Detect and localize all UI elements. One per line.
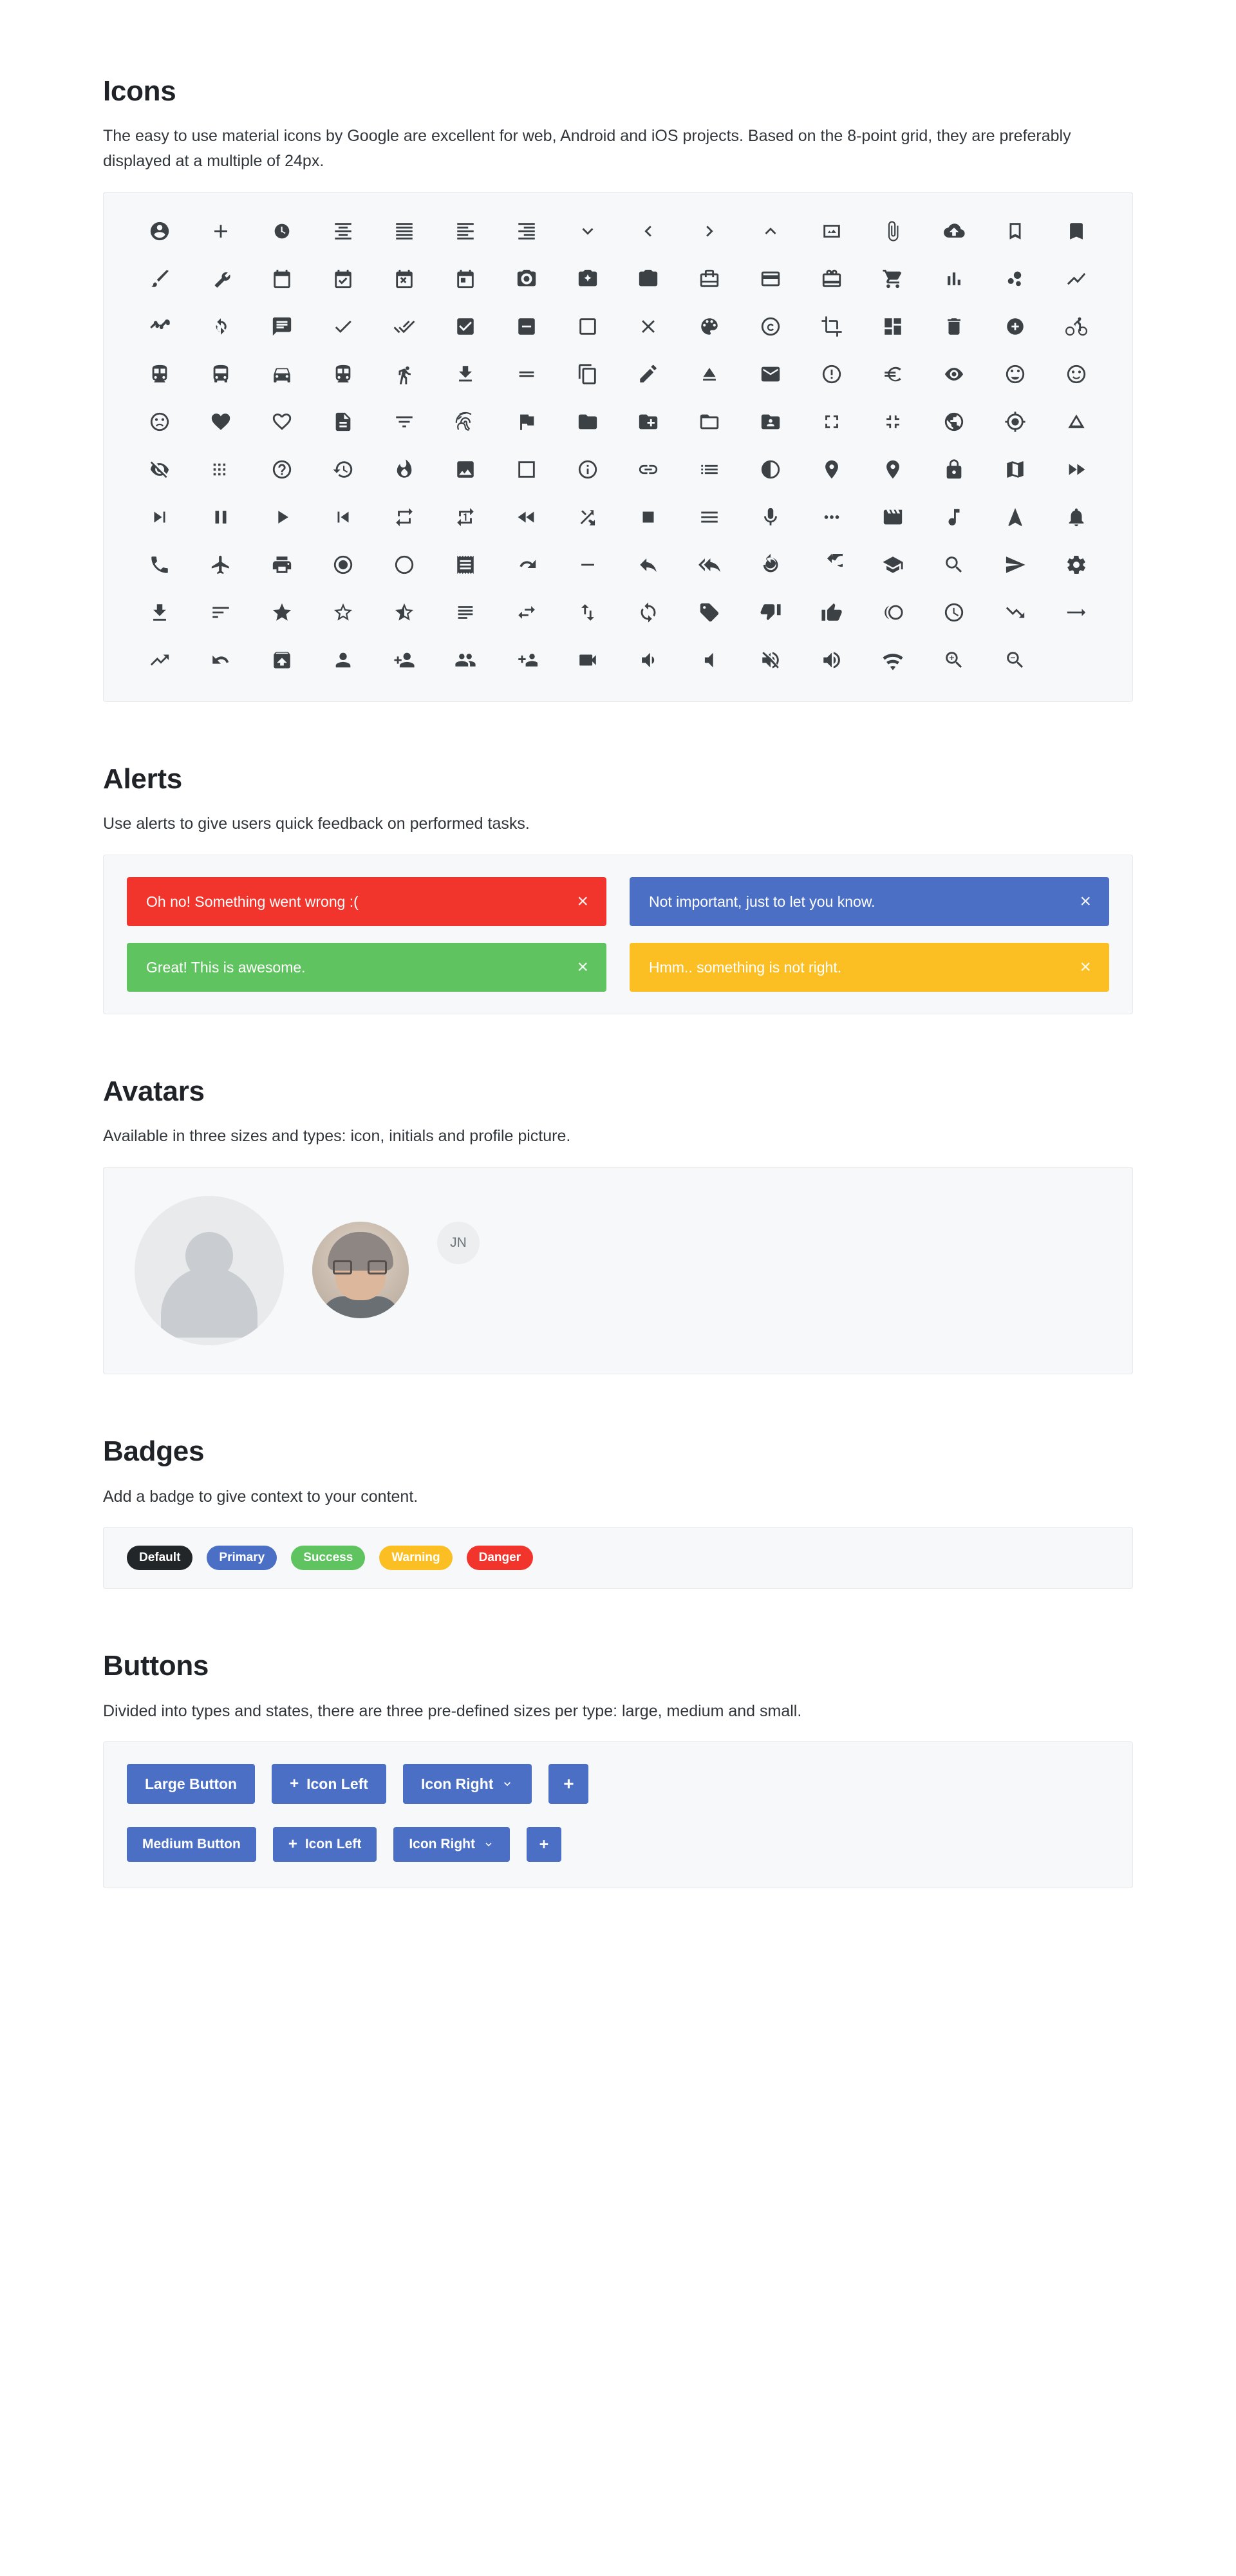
indeterminate-check-box-icon[interactable] [511,311,542,342]
avatar-initials: JN [437,1222,480,1264]
thumb-up-icon[interactable] [816,597,847,628]
file-download-icon[interactable] [450,359,481,390]
medium-plus-button[interactable] [527,1827,561,1862]
color-lens-icon[interactable] [694,311,725,342]
large-icon-left-button[interactable] [272,1764,386,1804]
unarchive-icon[interactable] [267,645,297,676]
alert-success-close-icon[interactable]: × [577,956,588,978]
stop-icon[interactable] [633,502,664,533]
file-copy-icon[interactable] [572,359,603,390]
large-button[interactable]: Large Button [127,1764,255,1804]
euro-symbol-icon[interactable] [877,359,908,390]
map-icon[interactable] [1000,454,1031,485]
zoom-out-icon[interactable] [1000,645,1031,676]
large-plus-button[interactable] [548,1764,588,1804]
shuffle-icon[interactable] [572,502,603,533]
contacts-folder-icon[interactable] [755,406,786,437]
build-wrench-icon[interactable] [205,263,236,294]
movie-icon[interactable] [877,502,908,533]
sentiment-dissatisfied-icon[interactable] [144,406,175,437]
drag-handle-icon[interactable] [511,359,542,390]
sentiment-satisfied-icon[interactable] [1061,359,1092,390]
notifications-icon[interactable] [1061,502,1092,533]
volume-mute-icon[interactable] [694,645,725,676]
subject-icon[interactable] [450,597,481,628]
badges-section [103,1436,1133,1589]
error-outline-icon[interactable] [816,359,847,390]
close-icon[interactable] [633,311,664,342]
plus-icon: + [539,1835,549,1853]
alerts-panel [103,855,1133,1014]
buttons-title: Buttons [103,1650,209,1682]
expand-more-icon[interactable] [572,216,603,247]
badge-success: Success [291,1546,365,1570]
bubble-chart-icon[interactable] [1000,263,1031,294]
alert-danger-text: Oh no! Something went wrong :( [146,893,359,910]
rotate-right-icon[interactable] [816,549,847,580]
chevron-left-icon[interactable] [633,216,664,247]
chevron-down-icon [483,1839,494,1850]
fast-forward-icon[interactable] [1061,454,1092,485]
image-icon[interactable] [450,454,481,485]
star-half-icon[interactable] [389,597,420,628]
buttons-row-large [127,1764,1109,1804]
card-giftcard-icon[interactable] [816,263,847,294]
filter-list-icon[interactable] [389,406,420,437]
swap-vert-icon[interactable] [572,597,603,628]
videocam-icon[interactable] [572,645,603,676]
volume-off-icon[interactable] [755,645,786,676]
timeline-icon[interactable] [144,311,175,342]
settings-icon[interactable] [1061,549,1092,580]
buttons-panel [103,1741,1133,1888]
event-available-icon[interactable] [328,263,359,294]
avatars-description: Available in three sizes and types: icon, initials and profile picture. [103,1127,571,1146]
person-add-icon[interactable] [389,645,420,676]
folder-open-icon[interactable] [694,406,725,437]
zoom-in-icon[interactable] [939,645,969,676]
search-icon[interactable] [939,549,969,580]
pause-icon[interactable] [205,502,236,533]
apps-icon[interactable] [205,454,236,485]
trending-flat-icon[interactable] [1061,597,1092,628]
crop-din-icon[interactable] [511,454,542,485]
folder-icon[interactable] [572,406,603,437]
brush-icon[interactable] [144,263,175,294]
date-range-icon[interactable] [450,263,481,294]
repeat-icon[interactable] [389,502,420,533]
radio-button-unchecked-icon[interactable] [389,549,420,580]
favorite-icon[interactable] [205,406,236,437]
redo-icon[interactable] [511,549,542,580]
reply-all-icon[interactable] [694,549,725,580]
camera-alt-icon[interactable] [633,263,664,294]
group-add-icon[interactable] [511,645,542,676]
done-all-icon[interactable] [389,311,420,342]
directions-bus-icon[interactable] [205,359,236,390]
directions-bike-icon[interactable] [1061,311,1092,342]
camera-enhance-icon[interactable] [572,263,603,294]
expand-less-icon[interactable] [755,216,786,247]
place-icon[interactable] [816,454,847,485]
person-icon[interactable] [328,645,359,676]
volume-up-icon[interactable] [816,645,847,676]
account-circle-icon[interactable] [144,216,175,247]
medium-icon-right-button[interactable] [393,1827,510,1862]
calendar-today-icon[interactable] [267,263,297,294]
badge-danger: Danger [467,1546,533,1570]
visibility-off-icon[interactable] [144,454,175,485]
people-icon[interactable] [450,645,481,676]
buttons-row-medium [127,1827,1109,1862]
medium-icon-right-label: Icon Right [409,1837,475,1852]
shopping-cart-icon[interactable] [877,263,908,294]
dashboard-icon[interactable] [877,311,908,342]
alert-info-text: Not important, just to let you know. [649,893,876,910]
avatar-profile-picture [312,1222,409,1318]
query-builder-clock-icon[interactable] [939,597,969,628]
sync-icon[interactable] [633,597,664,628]
medium-icon-left-label: Icon Left [304,1837,362,1852]
description-file-icon[interactable] [328,406,359,437]
play-arrow-icon[interactable] [267,502,297,533]
avatars-panel [103,1167,1133,1374]
gps-fixed-icon[interactable] [1000,406,1031,437]
check-box-icon[interactable] [450,311,481,342]
trending-down-icon[interactable] [1000,597,1031,628]
menu-icon[interactable] [694,502,725,533]
buttons-section [103,1651,1133,1888]
large-icon-left-label: Icon Left [306,1775,368,1792]
star-border-icon[interactable] [328,597,359,628]
fullscreen-icon[interactable] [816,406,847,437]
avatar-photo-glasses-right [368,1260,387,1274]
event-busy-icon[interactable] [389,263,420,294]
repeat-one-icon[interactable] [450,502,481,533]
photo-size-select-icon[interactable] [816,216,847,247]
plus-icon: + [288,1835,297,1853]
toll-icon[interactable] [877,597,908,628]
help-outline-icon[interactable] [267,454,297,485]
autorenew-icon[interactable] [205,311,236,342]
check-box-outline-blank-icon[interactable] [572,311,603,342]
plus-icon: + [563,1774,574,1794]
alerts-grid [127,877,1109,992]
link-icon[interactable] [633,454,664,485]
thumb-down-icon[interactable] [755,597,786,628]
local-offer-tag-icon[interactable] [694,597,725,628]
format-align-justify-icon[interactable] [389,216,420,247]
control-point-duplicate-icon[interactable] [1000,311,1031,342]
undo-icon[interactable] [205,645,236,676]
sort-icon[interactable] [205,597,236,628]
delete-icon[interactable] [939,311,969,342]
format-align-left-icon[interactable] [450,216,481,247]
favorite-border-icon[interactable] [267,406,297,437]
alert-warning-close-icon[interactable]: × [1080,956,1091,978]
receipt-icon[interactable] [450,549,481,580]
mic-icon[interactable] [755,502,786,533]
alert-danger [127,877,606,926]
format-align-right-icon[interactable] [511,216,542,247]
radio-button-checked-icon[interactable] [328,549,359,580]
badge-warning: Warning [379,1546,452,1570]
bookmark-icon[interactable] [1061,216,1092,247]
history-icon[interactable] [328,454,359,485]
lock-icon[interactable] [939,454,969,485]
send-icon[interactable] [1000,549,1031,580]
directions-subway-icon[interactable] [328,359,359,390]
avatar-photo-glasses-left [333,1260,352,1274]
navigation-icon[interactable] [1000,502,1031,533]
change-history-icon[interactable] [1061,406,1092,437]
show-chart-icon[interactable] [1061,263,1092,294]
icon-grid [129,216,1107,676]
volume-down-icon[interactable] [633,645,664,676]
alert-warning-text: Hmm.. something is not right. [649,958,842,976]
credit-card-icon[interactable] [755,263,786,294]
reply-icon[interactable] [633,549,664,580]
icons-panel [103,192,1133,702]
email-icon[interactable] [755,359,786,390]
directions-car-icon[interactable] [267,359,297,390]
list-icon[interactable] [694,454,725,485]
skip-previous-icon[interactable] [328,502,359,533]
alerts-description: Use alerts to give users quick feedback on performed tasks. [103,815,530,833]
skip-next-icon[interactable] [144,502,175,533]
alert-success [127,943,606,992]
brightness-icon[interactable] [755,454,786,485]
school-icon[interactable] [877,549,908,580]
alert-danger-close-icon[interactable]: × [577,891,588,913]
chevron-right-icon[interactable] [694,216,725,247]
fingerprint-icon[interactable] [450,406,481,437]
alert-info [630,877,1109,926]
create-new-folder-icon[interactable] [633,406,664,437]
add-icon[interactable] [205,216,236,247]
remove-icon[interactable] [572,549,603,580]
alerts-section [103,764,1133,1014]
badge-primary: Primary [207,1546,277,1570]
location-on-icon[interactable] [877,454,908,485]
directions-railway-icon[interactable] [144,359,175,390]
icons-title: Icons [103,75,176,107]
book-icon[interactable] [1000,216,1031,247]
large-icon-right-button[interactable] [403,1764,532,1804]
medium-button[interactable]: Medium Button [127,1827,256,1862]
share-icon[interactable] [144,597,175,628]
info-outline-icon[interactable] [572,454,603,485]
more-horiz-icon[interactable] [816,502,847,533]
whatshot-icon[interactable] [389,454,420,485]
avatar-body-shape [161,1267,258,1338]
print-icon[interactable] [267,549,297,580]
chat-bubble-icon[interactable] [267,311,297,342]
check-icon[interactable] [328,311,359,342]
directions-walk-icon[interactable] [389,359,420,390]
swap-horiz-icon[interactable] [511,597,542,628]
large-icon-right-label: Icon Right [420,1775,494,1792]
eject-icon[interactable] [694,359,725,390]
plus-icon: + [290,1775,299,1793]
visibility-icon[interactable] [939,359,969,390]
crop-icon[interactable] [816,311,847,342]
badge-default: Default [127,1546,192,1570]
format-align-center-icon[interactable] [328,216,359,247]
flag-icon[interactable] [511,406,542,437]
alert-info-close-icon[interactable]: × [1080,891,1091,913]
access-alarm-icon[interactable] [267,216,297,247]
fullscreen-exit-icon[interactable] [877,406,908,437]
bar-chart-icon[interactable] [939,263,969,294]
alert-success-text: Great! This is awesome. [146,958,306,976]
flight-icon[interactable] [205,549,236,580]
wifi-icon[interactable] [877,645,908,676]
alert-warning [630,943,1109,992]
public-globe-icon[interactable] [939,406,969,437]
fast-rewind-icon[interactable] [511,502,542,533]
star-icon[interactable] [267,597,297,628]
avatars-title: Avatars [103,1075,205,1108]
icons-section [103,0,1133,702]
badges-description: Add a badge to give context to your content. [103,1487,418,1506]
alerts-title: Alerts [103,762,182,795]
card-travel-icon[interactable] [694,263,725,294]
copyright-icon[interactable] [755,311,786,342]
avatar-placeholder-icon [135,1196,284,1345]
badges-title: Badges [103,1435,205,1468]
trending-up-icon[interactable] [144,645,175,676]
medium-icon-left-button[interactable] [273,1827,377,1862]
photo-camera-icon[interactable] [511,263,542,294]
edit-pencil-icon[interactable] [633,359,664,390]
backup-cloud-icon[interactable] [939,216,969,247]
phone-icon[interactable] [144,549,175,580]
rotate-left-icon[interactable] [755,549,786,580]
attachment-icon[interactable] [877,216,908,247]
avatars-section [103,1076,1133,1374]
buttons-description: Divided into types and states, there are three pre-defined sizes per type: large, medium and small. [103,1701,802,1720]
icons-description: The easy to use material icons by Google are excellent for web, Android and iOS projects. Based on the 8-point grid, they are preferably displayed at a multiple of 24px. [103,127,1071,171]
chevron-down-icon [501,1777,514,1790]
badges-panel [103,1527,1133,1589]
emoji-face-icon[interactable] [1000,359,1031,390]
music-note-icon[interactable] [939,502,969,533]
